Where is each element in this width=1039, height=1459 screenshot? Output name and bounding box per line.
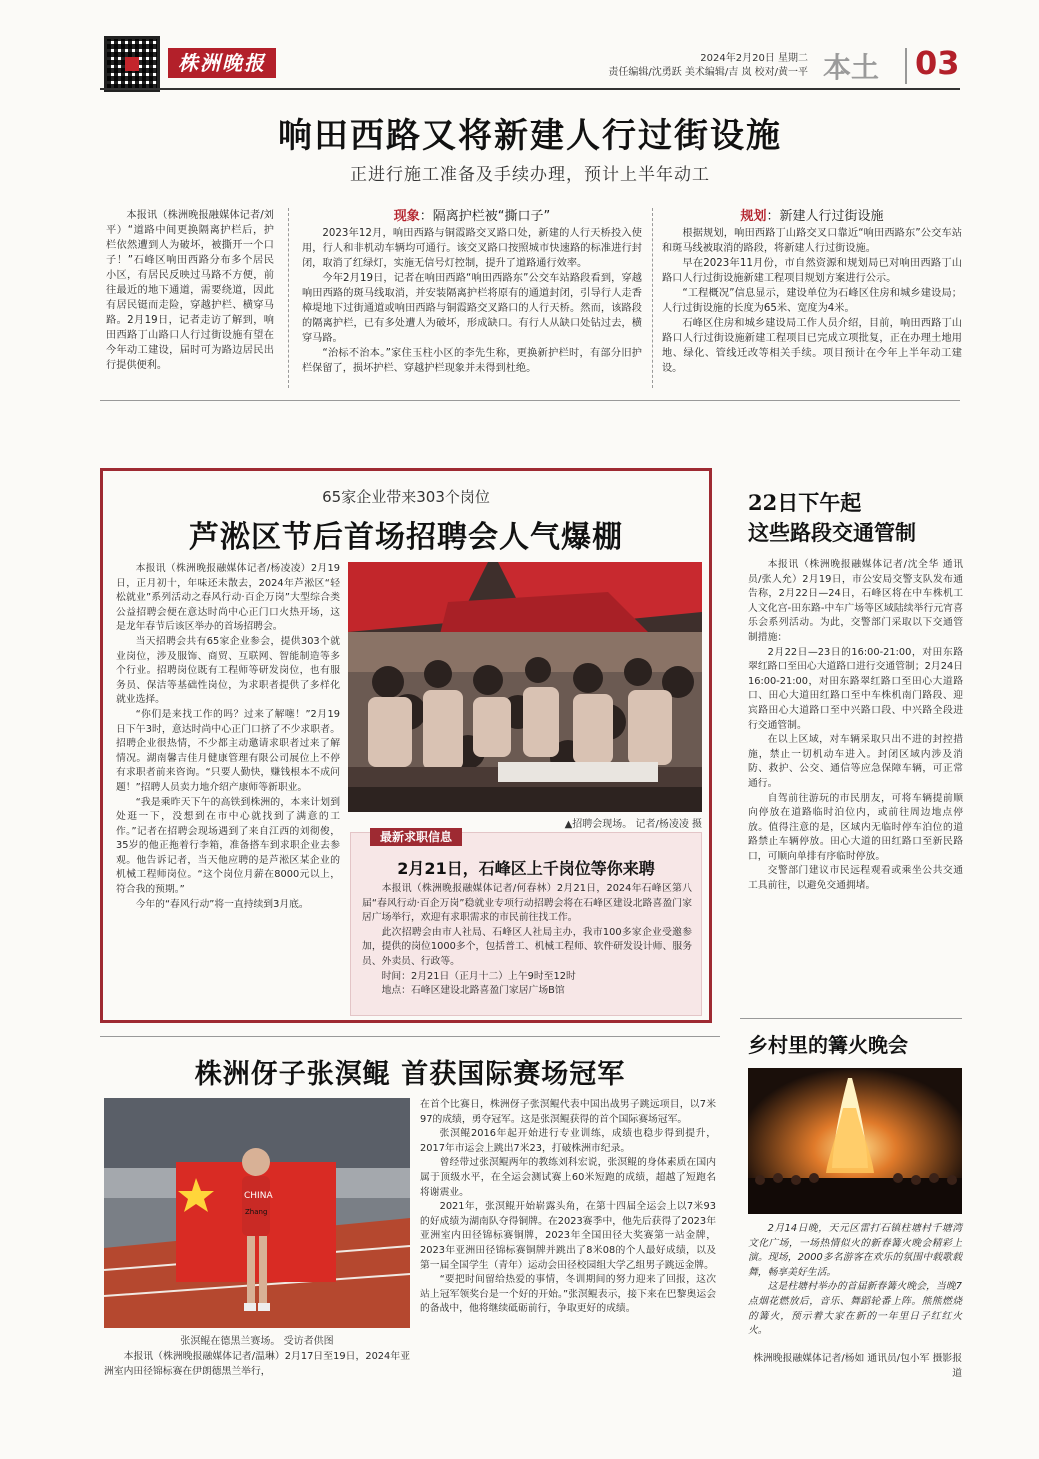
qr-code-icon[interactable] <box>104 36 160 92</box>
story1-sub1-label: 现象 <box>393 209 420 224</box>
column-divider <box>288 208 289 388</box>
bonfire-photo[interactable] <box>748 1068 962 1214</box>
story1-sub2-text: ：新建人行过街设施 <box>766 209 884 224</box>
story2-body-p5: 今年的“春风行动”将一直持续到3月底。 <box>135 898 309 910</box>
story4-body-p4: 2021年，张溟鲲开始崭露头角，在第十四届全运会上以7米93的好成绩为湖南队夺得铜牌。在2023赛季中，他先后获得了2023年亚洲室内田径锦标赛铜牌，2023年全国田径大奖赛第一站金牌，2023年亚洲田径锦标赛铜牌并跳出了8米08的个人最好成绩，以及第一届全国学生（青年）运动会田径校园组大学乙组男子跳远金牌。 <box>420 1201 716 1271</box>
story1-headline[interactable]: 响田西路又将新建人行过街设施 <box>278 116 782 156</box>
story4-body-p2: 张溟鲲2016年起开始进行专业训练，成绩也稳步得到提升，2017年市运会上跳出7米23，打破株洲市纪录。 <box>420 1128 716 1154</box>
story3-headline[interactable]: 22日下午起 这些路段交通管制 <box>748 490 916 545</box>
story-separator <box>100 1036 720 1037</box>
story2-body-p3: “你们是来找工作的吗？过来了解噻！”2月19日下午3时，意达时尚中心正门口挤了不少求职者。招聘企业很热情，不少都主动邀请求职者过来了解情况。湖南馨吉佳月健康管理有限公司展位上不停有求职者前来咨询。“只要人勤快，赚钱根本不成问题！”招聘人员卖力地介绍产康师等新职业。 <box>116 708 340 793</box>
job-info-p2: 此次招聘会由市人社局、石峰区人社局主办，我市100多家企业受邀参加，提供的岗位1000多个，包括普工、机械工程师、软件研发设计师、服务员、外卖员、行政等。 <box>362 926 692 967</box>
athlete-photo-caption: 张溟鲲在德黑兰赛场。 受访者供图 <box>180 1336 334 1347</box>
story1-col3 <box>662 226 962 376</box>
job-info-body <box>362 882 692 999</box>
athlete-bib-label: Zhang <box>245 1208 268 1216</box>
story2-kicker: 65家企业带来303个岗位 <box>322 488 490 506</box>
story4-lead <box>104 1350 410 1379</box>
story3-body-p4: 自驾前往游玩的市民朋友，可将车辆提前顺向停放在道路临时泊位内，或前往周边地点停放。值得注意的是，区域内无临时停车泊位的道路禁止车辆停放。田心大道的田红路口至新民路口，可顺向单排有序临时停放。 <box>748 792 963 862</box>
bonfire-caption-p1: 2月14日晚，天元区雷打石镇柱塘村千塘湾文化广场，一场热情似火的新春篝火晚会精彩上演。现场，2000多名游客在欢乐的氛围中载歌载舞，畅享美好生活。 <box>748 1223 962 1278</box>
athlete-flag-label: CHINA <box>244 1191 273 1201</box>
bonfire-caption-p2: 这是柱塘村举办的首届新春篝火晚会，当晚7点烟花燃放后，音乐、舞蹈轮番上阵。熊熊燃烧的篝火，预示着大家在新的一年里日子红红火火。 <box>748 1281 962 1337</box>
issue-date: 2024年2月20日 星期二 <box>700 53 808 64</box>
story1-col2-p3: “治标不治本。”家住玉柱小区的李先生称，更换新护栏时，有部分旧护栏保留了，损坏护栏、穿越护栏现象并未得到杜绝。 <box>302 348 642 374</box>
page-number: 03 <box>915 44 960 82</box>
job-fair-photo[interactable] <box>348 562 702 812</box>
story1-col3-p2: 早在2023年11月份，市自然资源和规划局已对响田西路丁山路口人行过街设施新建工程项目规划方案进行公示。 <box>662 258 962 284</box>
story4-headline[interactable]: 株洲伢子张溟鲲 首获国际赛场冠军 <box>194 1059 626 1090</box>
story1-col1-p1: 本报讯（株洲晚报融媒体记者/刘平）“道路中间更换隔离护栏后，护栏依然遭到人为破坏，被撕开一个口子！”石峰区响田西路分布多个居民小区，有居民反映过马路不方便，前往最近的地下通道，需要绕道，因此有居民铤而走险，穿越护栏、横穿马路。2月19日，记者走访了解到，响田西路丁山路口人行过街设施有望在今年动工建设，届时可为路边居民出行提供便利。 <box>106 210 274 371</box>
masthead-divider <box>905 48 907 84</box>
story2-headline[interactable]: 芦淞区节后首场招聘会人气爆棚 <box>189 520 623 555</box>
section-name: 本土 <box>823 51 880 84</box>
story1-col2-p2: 今年2月19日，记者在响田西路“响田西路东”公交车站路段看到，穿越响田西路的斑马线取消，并安装隔离护栏将原有的通道封闭，引导行人走香樟堤地下过街通道或响田西路与铜霞路交叉路口的人行天桥。然而，该路段的隔离护栏，已有多处遭人为破坏，形成缺口。有行人从缺口处钻过去，横穿马路。 <box>302 273 642 344</box>
editor-credits: 责任编辑/沈勇跃 美术编辑/吉 岚 校对/黄一平 <box>608 67 808 78</box>
story1-col3-p3: “工程概况”信息显示，建设单位为石峰区住房和城乡建设局；人行过街设施的长度为65米、宽度为4米。 <box>662 288 962 314</box>
story2-body <box>116 562 340 912</box>
athlete-photo[interactable] <box>104 1098 410 1328</box>
story2-body-p1: 本报讯（株洲晚报融媒体记者/杨凌凌）2月19日，正月初十，年味还未散去，2024年芦淞区“轻松就业”系列活动之春风行动·百企万岗”大型综合类公益招聘会便在意达时尚中心正门口火热开场，这是龙年春节后该区举办的首场招聘会。 <box>116 563 340 633</box>
story1-sub1 <box>302 205 642 224</box>
story3-body-p5: 交警部门建议市民远程观看或乘坐公共交通工具前往，以避免交通拥堵。 <box>748 865 963 892</box>
masthead-meta <box>560 52 808 80</box>
job-info-tag: 最新求职信息 <box>370 828 462 846</box>
story4-body-p1: 在首个比赛日，株洲伢子张溟鲲代表中国出战男子跳远项目，以7米97的成绩，勇夺冠军。这是张溟鲲获得的首个国际赛场冠军。 <box>420 1099 716 1125</box>
story-separator <box>740 1018 962 1019</box>
story1-col3-p4: 石峰区住房和城乡建设局工作人员介绍，目前，响田西路丁山路口人行过街设施新建工程项目已完成立项批复，正在办理土地用地、绿化、管线迁改等相关手续。项目预计在今年上半年动工建设。 <box>662 318 962 374</box>
job-fair-photo-art <box>348 562 702 812</box>
bonfire-photo-art <box>748 1068 962 1214</box>
bonfire-caption <box>748 1222 962 1339</box>
story4-lead-p1: 本报讯（株洲晚报融媒体记者/温琳）2月17日至19日，2024年亚洲室内田径锦标赛在伊朗德黑兰举行， <box>104 1351 410 1377</box>
story-separator <box>100 400 960 401</box>
job-fair-photo-caption: ▲招聘会现场。 记者/杨凌凌 摄 <box>564 819 702 830</box>
story1-sub2 <box>662 205 962 224</box>
job-info-place: 地点：石峰区建设北路喜盈门家居广场B馆 <box>381 985 565 997</box>
athlete-photo-art <box>104 1098 410 1328</box>
story3-body-p1: 本报讯（株洲晚报融媒体记者/沈全华 通讯员/张人允）2月19日，市公安局交警支队发布通告称，2月22日—24日，石峰区将在中车株机工人文化宫-田东路-中车广场等区域陆续举行元宵喜乐会系列活动。为此，交警部门采取以下交通管制措施： <box>748 559 963 643</box>
job-info-headline[interactable]: 2月21日，石峰区上千岗位等你来聘 <box>397 859 655 878</box>
story4-body-p3: 曾经带过张溟鲲两年的教练刘科宏说，张溟鲲的身体素质在国内属于顶级水平，在全运会测试赛上60米短跑的成绩，超越了短跑名将谢震业。 <box>420 1157 716 1198</box>
story1-col1 <box>106 208 274 373</box>
story3-body-p3: 在以上区域，对车辆采取只出不进的封控措施，禁止一切机动车进入。封闭区域内涉及消防、救护、公交、通信等应急保障车辆，可正常通行。 <box>748 734 963 789</box>
story4-body-p5: “要把时间留给热爱的事情，冬训期间的努力迎来了回报，这次站上冠军领奖台是一个好的开始。”张溟鲲表示，接下来在巴黎奥运会的备战中，他将继续砥砺前行，争取更好的成绩。 <box>420 1274 716 1315</box>
story5-headline[interactable]: 乡村里的篝火晚会 <box>748 1033 908 1057</box>
job-info-time: 时间：2月21日（正月十二）上午9时至12时 <box>381 970 576 982</box>
story3-body-p2: 2月22日—23日的16:00-21:00，对田东路翠红路口至田心大道路口进行交通管制；2月24日16:00-21:00，对田东路翠红路口至田心大道路口、田心大道田红路口至中车株机南门路段、迎宾路田心大道路口至中兴路口段、中兴路全段进行交通管制。 <box>748 646 963 731</box>
job-info-p1: 本报讯（株洲晚报融媒体记者/何春林）2月21日，2024年石峰区第八届“春风行动·百企万岗”稳就业专项行动招聘会将在石峰区建设北路喜盈门家居广场举行，欢迎有求职需求的市民前往找工作。 <box>362 883 692 924</box>
masthead-rule <box>100 88 960 90</box>
story1-sub2-label: 规划 <box>740 209 767 224</box>
bonfire-credit: 株洲晚报融媒体记者/杨如 通讯员/包小军 摄影报道 <box>753 1353 962 1379</box>
column-divider <box>652 208 653 388</box>
story2-body-p2: 当天招聘会共有65家企业参会，提供303个就业岗位，涉及服饰、商贸、互联网、智能制造等多个行业。招聘岗位既有工程师等研发岗位，也有服务员、保洁等基础性岗位，为求职者提供了多样化就业选择。 <box>116 635 340 706</box>
story4-body <box>420 1098 716 1317</box>
story3-body <box>748 558 963 894</box>
story1-col2 <box>302 226 642 376</box>
story2-body-p4: “我是乘昨天下午的高铁到株洲的，本来计划到处逛一下，没想到在市中心就找到了满意的工作。”记者在招聘会现场遇到了来自江西的刘彻俊，35岁的他正拖着行李箱，准备搭车到求职企业去参观。他告诉记者，当天他应聘的是芦淞区某企业的机械工程师岗位。“这个岗位月薪在8000元以上，符合我的预期。” <box>116 796 340 896</box>
story1-col2-p1: 2023年12月，响田西路与铜霞路交叉路口处，新建的人行天桥投入使用，行人和非机动车辆均可通行。该交叉路口按照城市快速路的标准进行封闭，取消了红绿灯，实施无信号灯控制，提升了道路通行效率。 <box>302 228 642 269</box>
story1-sub1-text: ：隔离护栏被“撕口子” <box>419 209 551 224</box>
paper-logo: 株洲晚报 <box>168 48 276 78</box>
story1-col3-p1: 根据规划，响田西路丁山路交叉口靠近“响田西路东”公交车站和斑马线被取消的路段，将新建人行过街设施。 <box>662 228 962 254</box>
story1-deck: 正进行施工准备及手续办理，预计上半年动工 <box>350 165 710 185</box>
